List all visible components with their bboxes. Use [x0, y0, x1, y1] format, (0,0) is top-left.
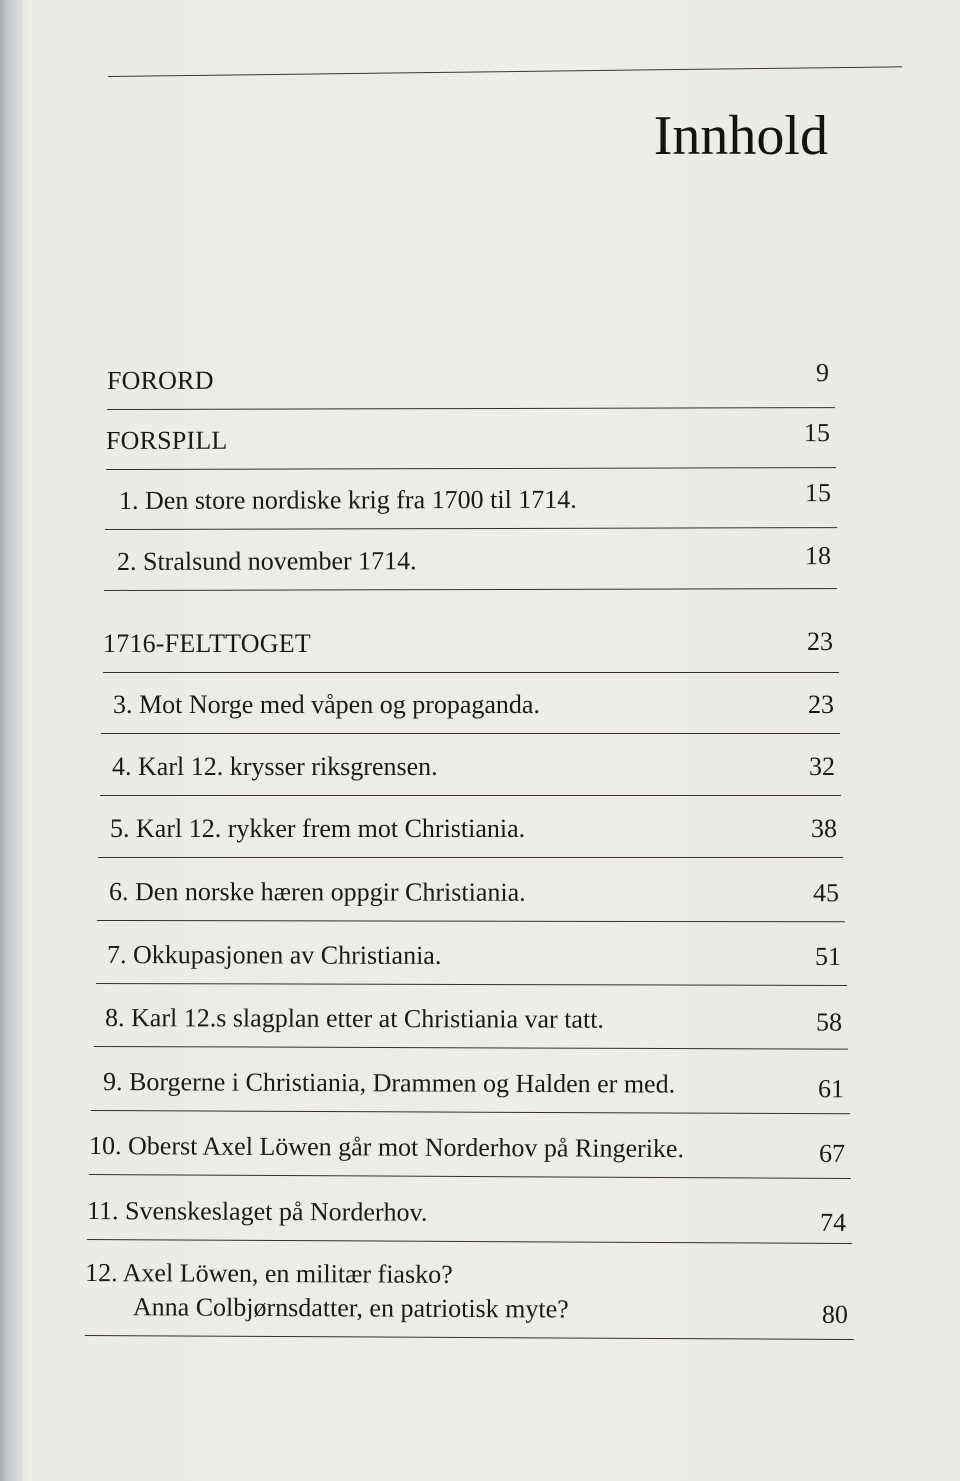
page-title: Innhold	[653, 105, 828, 167]
entry-divider	[85, 1335, 854, 1340]
toc-entry-page: 67	[818, 1138, 846, 1168]
entry-divider	[91, 1110, 850, 1114]
toc-entry	[97, 877, 845, 922]
chapter-number: 12.	[85, 1258, 118, 1288]
toc-entry	[100, 752, 841, 796]
toc-entry-page: 23	[808, 690, 834, 719]
entry-divider	[101, 733, 840, 734]
entry-divider	[87, 1239, 852, 1244]
toc-entry	[96, 940, 847, 986]
toc-entry	[105, 418, 836, 470]
chapter-number: 9.	[102, 1067, 123, 1097]
toc-entry-title: Borgerne i Christiania, Drammen og Halden er med.	[128, 1067, 676, 1099]
toc-entry-title: Karl 12. krysser riksgrensen.	[138, 752, 438, 781]
toc-entry-title: Oberst Axel Löwen går mot Norderhov på Ringerike.	[127, 1131, 685, 1164]
entry-divider	[96, 983, 847, 986]
toc-entry-page: 74	[819, 1207, 847, 1237]
toc-entry-page: 51	[814, 941, 842, 971]
toc-entry-page: 45	[812, 878, 840, 908]
toc-entry	[91, 1067, 850, 1114]
toc-entry	[94, 1003, 848, 1050]
toc-entry-page: 9	[815, 358, 829, 388]
header-rule	[108, 66, 902, 77]
toc-entry-page: 58	[815, 1007, 843, 1037]
chapter-number: 10.	[88, 1131, 122, 1161]
toc-entry-title: Karl 12.s slagplan etter at Christiania var tatt.	[130, 1003, 605, 1034]
toc-entry	[98, 814, 843, 858]
toc-entry-page: 80	[821, 1299, 848, 1329]
toc-entry-title: Svenskeslaget på Norderhov.	[125, 1196, 428, 1227]
toc-entry-title: Den store nordiske krig fra 1700 til 1714.	[144, 484, 577, 515]
toc-entry-title: Okkupasjonen av Christiania.	[132, 940, 442, 970]
toc-entry-title-line2: Anna Colbjørnsdatter, en patriotisk myte?	[132, 1292, 569, 1324]
toc-entry-title: Axel Löwen, en militær fiasko?	[122, 1258, 453, 1289]
chapter-number: 8.	[104, 1003, 125, 1033]
toc-entry-title: FORORD	[106, 365, 214, 395]
entry-divider	[94, 1046, 848, 1050]
book-binding-edge	[0, 0, 22, 1481]
toc-entry-page: 23	[807, 627, 833, 656]
toc-entry	[101, 690, 840, 734]
toc-entry-page: 15	[803, 418, 830, 448]
toc-entry-page: 61	[817, 1074, 845, 1104]
toc-entry-title: FORSPILL	[105, 425, 228, 455]
toc-entry-page: 18	[804, 541, 832, 571]
toc-entry-page: 32	[809, 752, 835, 781]
toc-entry-page: 15	[804, 478, 831, 508]
chapter-number: 4.	[112, 752, 132, 781]
toc-entry	[85, 1256, 854, 1340]
entry-divider	[107, 407, 835, 410]
entry-divider	[89, 1174, 851, 1179]
entry-divider	[106, 467, 836, 470]
entry-divider	[97, 920, 845, 922]
toc-entry-title: Mot Norge med våpen og propaganda.	[139, 690, 540, 719]
toc-entry	[86, 1196, 852, 1244]
toc-entry-title: 1716-FELTTOGET	[103, 629, 311, 658]
chapter-number: 3.	[113, 690, 133, 719]
chapter-number: 11.	[86, 1196, 119, 1226]
entry-divider	[103, 672, 839, 673]
entry-divider	[100, 795, 841, 796]
toc-entry	[105, 478, 837, 530]
toc-entry	[88, 1131, 851, 1179]
chapter-number: 7.	[106, 940, 127, 970]
entry-divider	[104, 588, 837, 591]
chapter-number: 5.	[110, 814, 130, 843]
chapter-number: 6.	[108, 877, 129, 907]
toc-entry	[103, 627, 839, 673]
entry-divider	[105, 527, 837, 530]
chapter-number: 1.	[118, 485, 139, 515]
entry-divider	[98, 857, 843, 858]
chapter-number: 2.	[116, 546, 137, 576]
toc-entry	[106, 358, 835, 410]
toc-entry-title: Stralsund november 1714.	[142, 546, 417, 576]
toc-entry-title: Karl 12. rykker frem mot Christiania.	[136, 814, 526, 843]
toc-entry	[104, 541, 837, 591]
toc-entry-title: Den norske hæren oppgir Christiania.	[134, 877, 526, 907]
toc-entry-page: 38	[811, 814, 837, 843]
